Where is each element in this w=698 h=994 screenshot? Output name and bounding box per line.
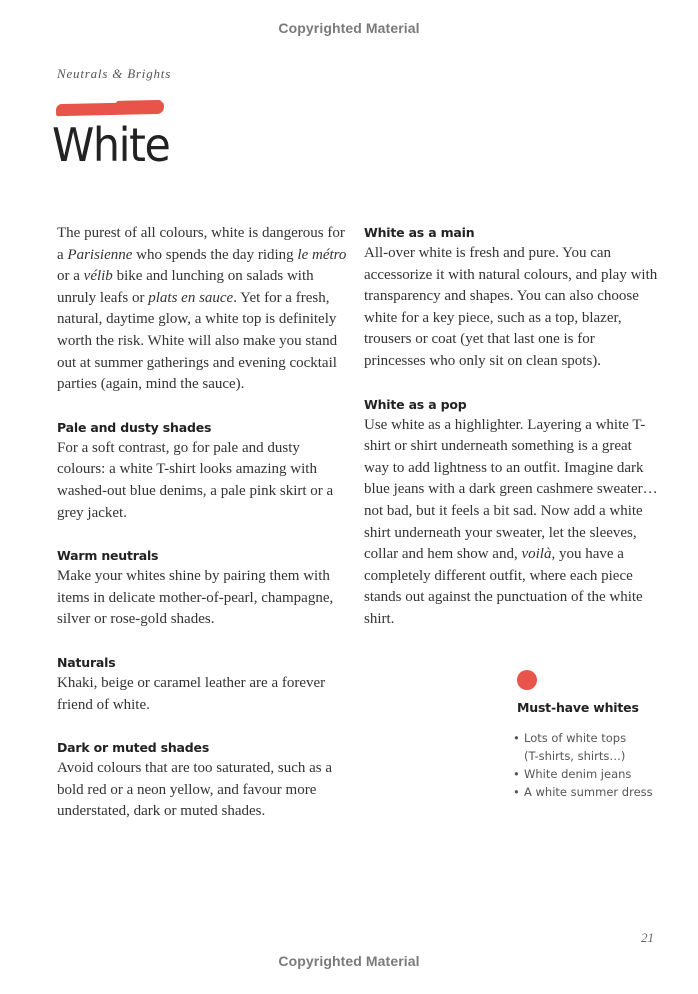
heading-pale-dusty: Pale and dusty shades xyxy=(57,419,212,435)
italic-phrase: le métro xyxy=(297,246,347,263)
body-naturals: Khaki, beige or caramel leather are a forever friend of white. xyxy=(57,674,326,713)
list-item: • A white summer dress xyxy=(513,783,653,801)
list-item: • White denim jeans xyxy=(513,765,653,783)
body-dark-muted: Avoid colours that are too saturated, such as a bold red or a neon yellow, and favour more understated, dark or muted shades. xyxy=(57,760,333,820)
page-number: 21 xyxy=(641,930,654,945)
brush-stroke-decoration xyxy=(56,102,164,116)
sidebar-heading: Must-have whites xyxy=(517,700,639,715)
intro-paragraph: The purest of all colours, white is dangerous for a Parisienne who spends the day riding le métro or a vélib bike and lunching on salads with unruly leafs or plats en sauce. Yet for a fresh, natural, daytime glow, a white top is definitely worth the risk. White will also make you stand out at summer gatherings and evening cocktail parties (again, mind the sauce). xyxy=(57,225,347,393)
right-column xyxy=(364,223,658,631)
italic-phrase: voilà xyxy=(521,546,552,563)
section-label: Neutrals & Brights xyxy=(57,66,172,81)
body-warm-neutrals: Make your whites shine by pairing them with items in delicate mother-of-pearl, champagne, silver or rose-gold shades. xyxy=(57,568,334,628)
body-pale-dusty: For a soft contrast, go for pale and dusty colours: a white T-shirt looks amazing with washed-out blue denims, a pale pink skirt or a grey jacket. xyxy=(57,439,334,521)
heading-warm-neutrals: Warm neutrals xyxy=(57,548,159,564)
body-white-as-pop: Use white as a highlighter. Layering a white T-shirt or shirt underneath something is a great way to add lightness to an outfit. Imagine dark blue jeans with a dark green cashmere sweater…not bad, but it feels a bit sad. Now add a white shirt underneath your sweater, let the sleeves, collar and hem show and, voilà, you have a completely different outfit, where each piece stands out against the punctuation of the white shirt. xyxy=(364,416,658,627)
left-column xyxy=(57,223,349,823)
italic-phrase: Parisienne xyxy=(67,246,133,263)
heading-white-as-pop: White as a pop xyxy=(364,396,467,412)
page-title: White xyxy=(52,118,170,172)
heading-dark-muted: Dark or muted shades xyxy=(57,740,210,756)
heading-naturals: Naturals xyxy=(57,654,116,670)
must-have-list xyxy=(513,729,653,801)
copyright-footer: Copyrighted Material xyxy=(278,953,420,969)
list-item: • Lots of white tops (T-shirts, shirts…) xyxy=(513,729,644,765)
heading-white-as-main: White as a main xyxy=(364,225,475,240)
italic-phrase: vélib xyxy=(83,268,113,285)
body-white-as-main: All-over white is fresh and pure. You can accessorize it with natural colours, and play with transparency and shapes. You can also choose white for a key piece, such as a top, blazer, trousers or coat (yet that last one is for princesses who only sit on clean spots). xyxy=(364,245,658,369)
copyright-header: Copyrighted Material xyxy=(278,20,420,36)
italic-phrase: plats en sauce xyxy=(148,289,234,306)
red-dot-icon xyxy=(517,670,537,690)
